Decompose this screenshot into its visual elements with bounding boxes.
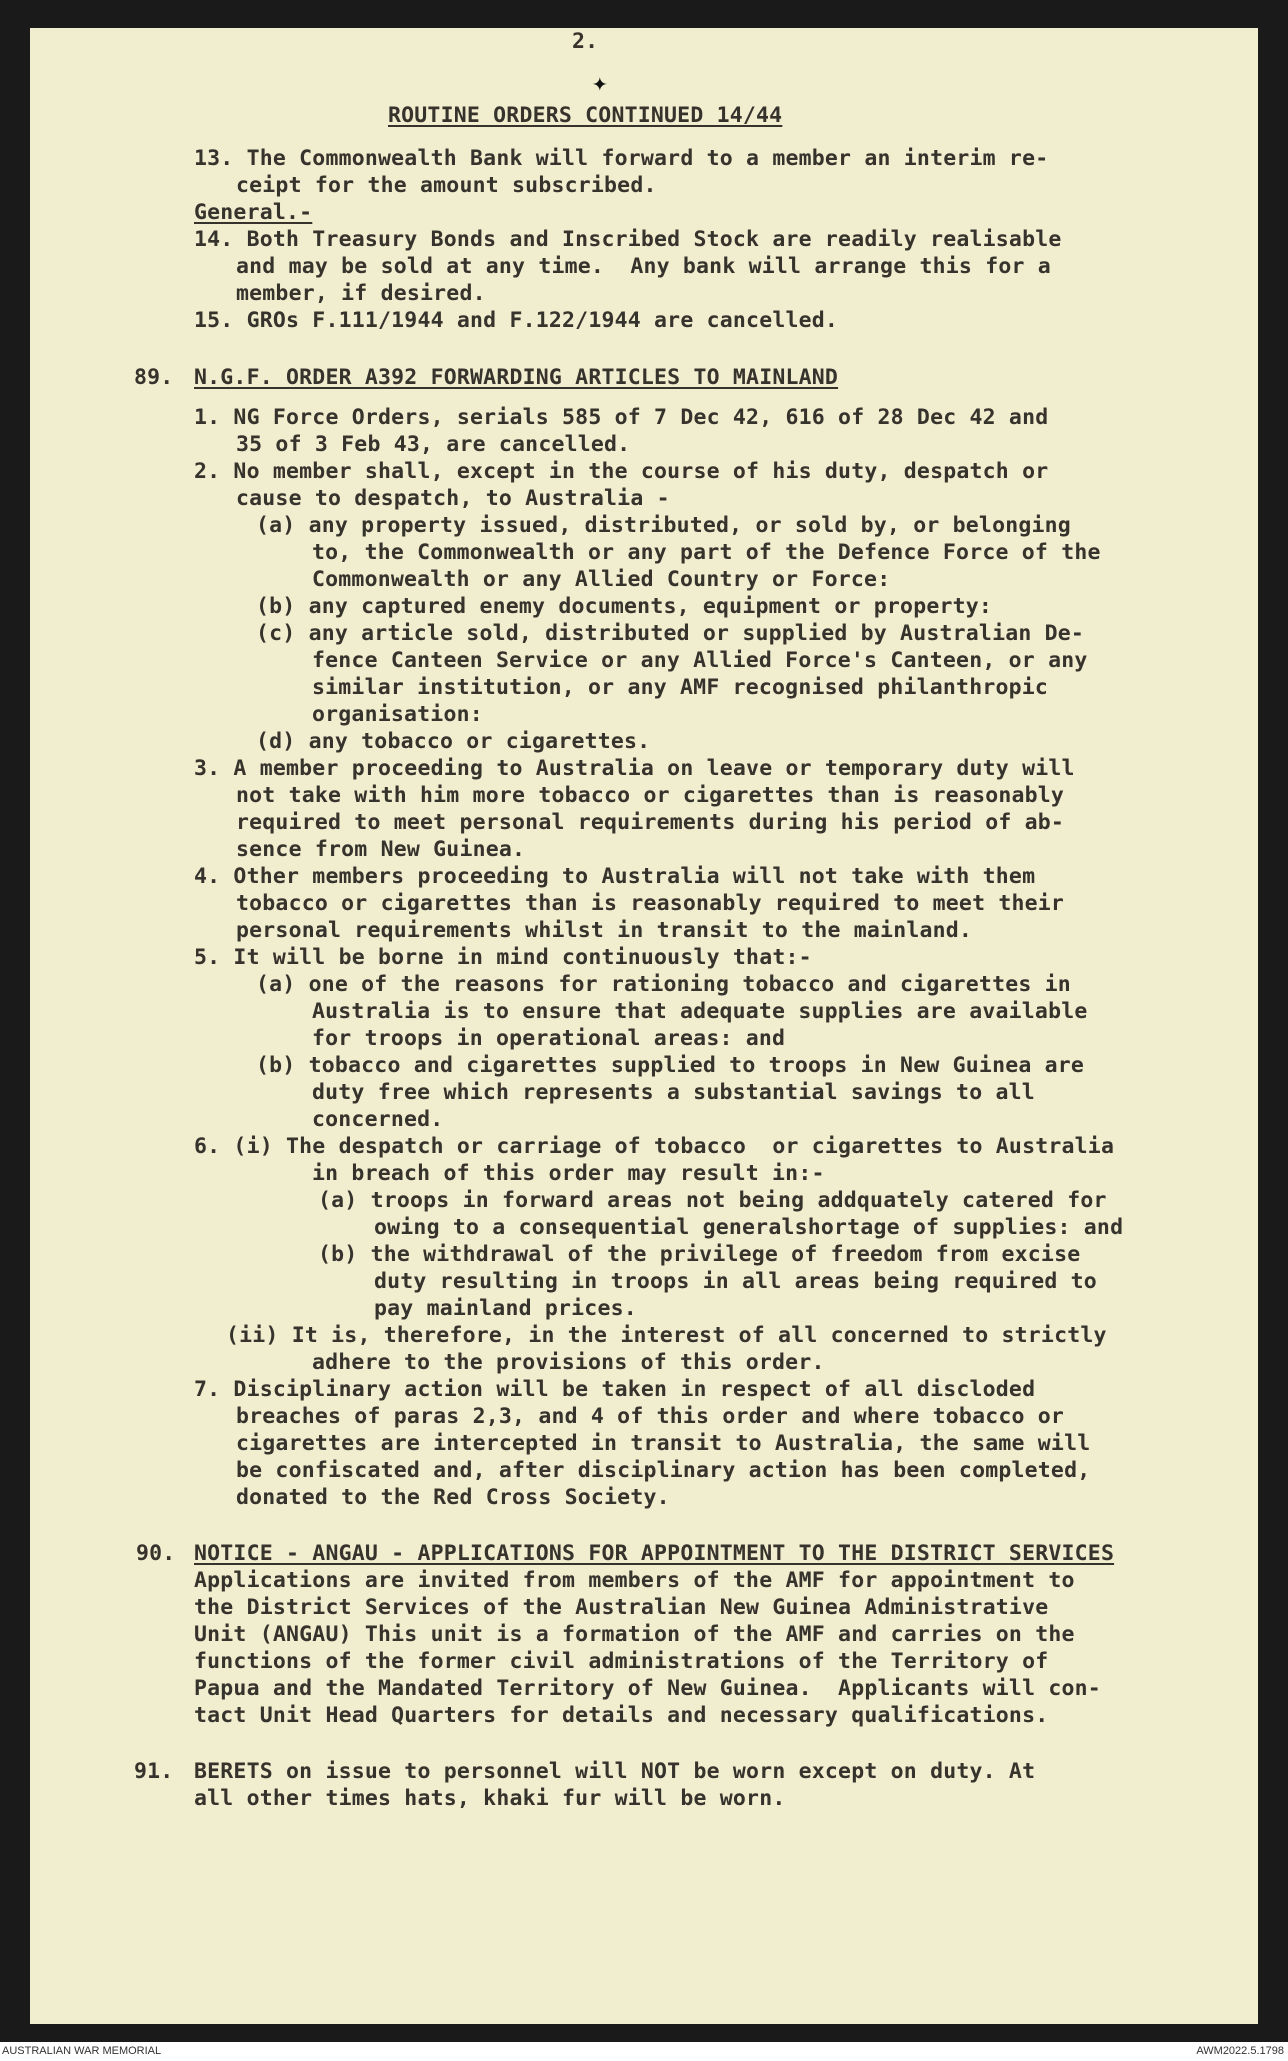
text-line: cause to despatch, to Australia - <box>236 486 670 511</box>
text-line: all other times hats, khaki fur will be worn. <box>194 1786 786 1811</box>
document-page <box>30 28 1258 2024</box>
text-line: Commonwealth or any Allied Country or Force: <box>312 567 891 592</box>
subheading-general: General.- <box>194 200 313 225</box>
text-line: Applications are invited from members of the AMF for appointment to <box>194 1568 1075 1593</box>
text-line: adhere to the provisions of this order. <box>312 1350 825 1375</box>
text-line: ceipt for the amount subscribed. <box>236 173 657 198</box>
text-line: (b) tobacco and cigarettes supplied to troops in New Guinea are <box>256 1053 1085 1078</box>
text-line: 6. (i) The despatch or carriage of tobacco or cigarettes to Australia <box>194 1134 1115 1159</box>
item-number: 91. <box>134 1759 174 1784</box>
text-line: in breach of this order may result in:- <box>312 1161 825 1186</box>
text-line: (d) any tobacco or cigarettes. <box>256 729 651 754</box>
text-line: cigarettes are intercepted in transit to Australia, the same will <box>236 1431 1091 1456</box>
text-line: sence from New Guinea. <box>236 837 526 862</box>
archive-footer <box>0 2042 1288 2061</box>
text-line: 1. NG Force Orders, serials 585 of 7 Dec 42, 616 of 28 Dec 42 and <box>194 405 1049 430</box>
text-line: functions of the former civil administrations of the Territory of <box>194 1649 1049 1674</box>
text-line: tobacco or cigarettes than is reasonably required to meet their <box>236 891 1065 916</box>
text-line: 14. Both Treasury Bonds and Inscribed Stock are readily realisable <box>194 227 1062 252</box>
text-line: 2. No member shall, except in the course of his duty, despatch or <box>194 459 1049 484</box>
text-line: required to meet personal requirements during his period of ab- <box>236 810 1065 835</box>
ink-mark: ✦ <box>592 68 608 98</box>
item-number: 90. <box>136 1541 176 1566</box>
text-line: Unit (ANGAU) This unit is a formation of the AMF and carries on the <box>194 1622 1075 1647</box>
item-title: NOTICE - ANGAU - APPLICATIONS FOR APPOINTMENT TO THE DISTRICT SERVICES <box>194 1541 1115 1566</box>
text-line: (c) any article sold, distributed or supplied by Australian De- <box>256 621 1085 646</box>
text-line: 4. Other members proceeding to Australia will not take with them <box>194 864 1036 889</box>
page-number: 2. <box>572 29 599 54</box>
text-line: to, the Commonwealth or any part of the Defence Force of the <box>312 540 1101 565</box>
text-line: owing to a consequential generalshortage of supplies: and <box>374 1215 1124 1240</box>
text-line: (b) the withdrawal of the privilege of freedom from excise <box>318 1242 1081 1267</box>
text-line: (a) troops in forward areas not being addquately catered for <box>318 1188 1107 1213</box>
text-line: 13. The Commonwealth Bank will forward to a member an interim re- <box>194 146 1049 171</box>
text-line: organisation: <box>312 702 483 727</box>
text-line: breaches of paras 2,3, and 4 of this order and where tobacco or <box>236 1404 1065 1429</box>
text-line: Papua and the Mandated Territory of New Guinea. Applicants will con- <box>194 1676 1101 1701</box>
text-line: (b) any captured enemy documents, equipment or property: <box>256 594 993 619</box>
text-line: be confiscated and, after disciplinary action has been completed, <box>236 1458 1091 1483</box>
text-line: donated to the Red Cross Society. <box>236 1485 670 1510</box>
text-line: (ii) It is, therefore, in the interest of all concerned to strictly <box>226 1323 1107 1348</box>
text-line: (a) any property issued, distributed, or sold by, or belonging <box>256 513 1071 538</box>
text-line: not take with him more tobacco or cigarettes than is reasonably <box>236 783 1065 808</box>
text-line: duty free which represents a substantial savings to all <box>312 1080 1035 1105</box>
text-line: 5. It will be borne in mind continuously that:- <box>194 945 812 970</box>
footer-institution: AUSTRALIAN WAR MEMORIAL <box>2 2045 162 2057</box>
text-line: fence Canteen Service or any Allied Force's Canteen, or any <box>312 648 1088 673</box>
text-line: member, if desired. <box>236 281 486 306</box>
text-line: for troops in operational areas: and <box>312 1026 786 1051</box>
text-line: and may be sold at any time. Any bank will arrange this for a <box>236 254 1051 279</box>
text-line: duty resulting in troops in all areas being required to <box>374 1269 1097 1294</box>
item-number: 89. <box>134 365 174 390</box>
text-line: personal requirements whilst in transit to the mainland. <box>236 918 973 943</box>
text-line: pay mainland prices. <box>374 1296 637 1321</box>
text-line: (a) one of the reasons for rationing tobacco and cigarettes in <box>256 972 1071 997</box>
text-line: 35 of 3 Feb 43, are cancelled. <box>236 432 631 457</box>
item-title: N.G.F. ORDER A392 FORWARDING ARTICLES TO MAINLAND <box>194 365 839 390</box>
text-line: Australia is to ensure that adequate supplies are available <box>312 999 1088 1024</box>
page-heading: ROUTINE ORDERS CONTINUED 14/44 <box>388 103 783 128</box>
text-line: 3. A member proceeding to Australia on leave or temporary duty will <box>194 756 1075 781</box>
text-line: BERETS on issue to personnel will NOT be worn except on duty. At <box>194 1759 1036 1784</box>
text-line: similar institution, or any AMF recognised philanthropic <box>312 675 1049 700</box>
text-line: tact Unit Head Quarters for details and necessary qualifications. <box>194 1703 1049 1728</box>
text-line: the District Services of the Australian New Guinea Administrative <box>194 1595 1049 1620</box>
text-line: concerned. <box>312 1107 444 1132</box>
text-line: 7. Disciplinary action will be taken in respect of all discloded <box>194 1377 1036 1402</box>
text-line: 15. GROs F.111/1944 and F.122/1944 are cancelled. <box>194 308 839 333</box>
footer-accession-number: AWM2022.5.1798 <box>1196 2045 1284 2057</box>
